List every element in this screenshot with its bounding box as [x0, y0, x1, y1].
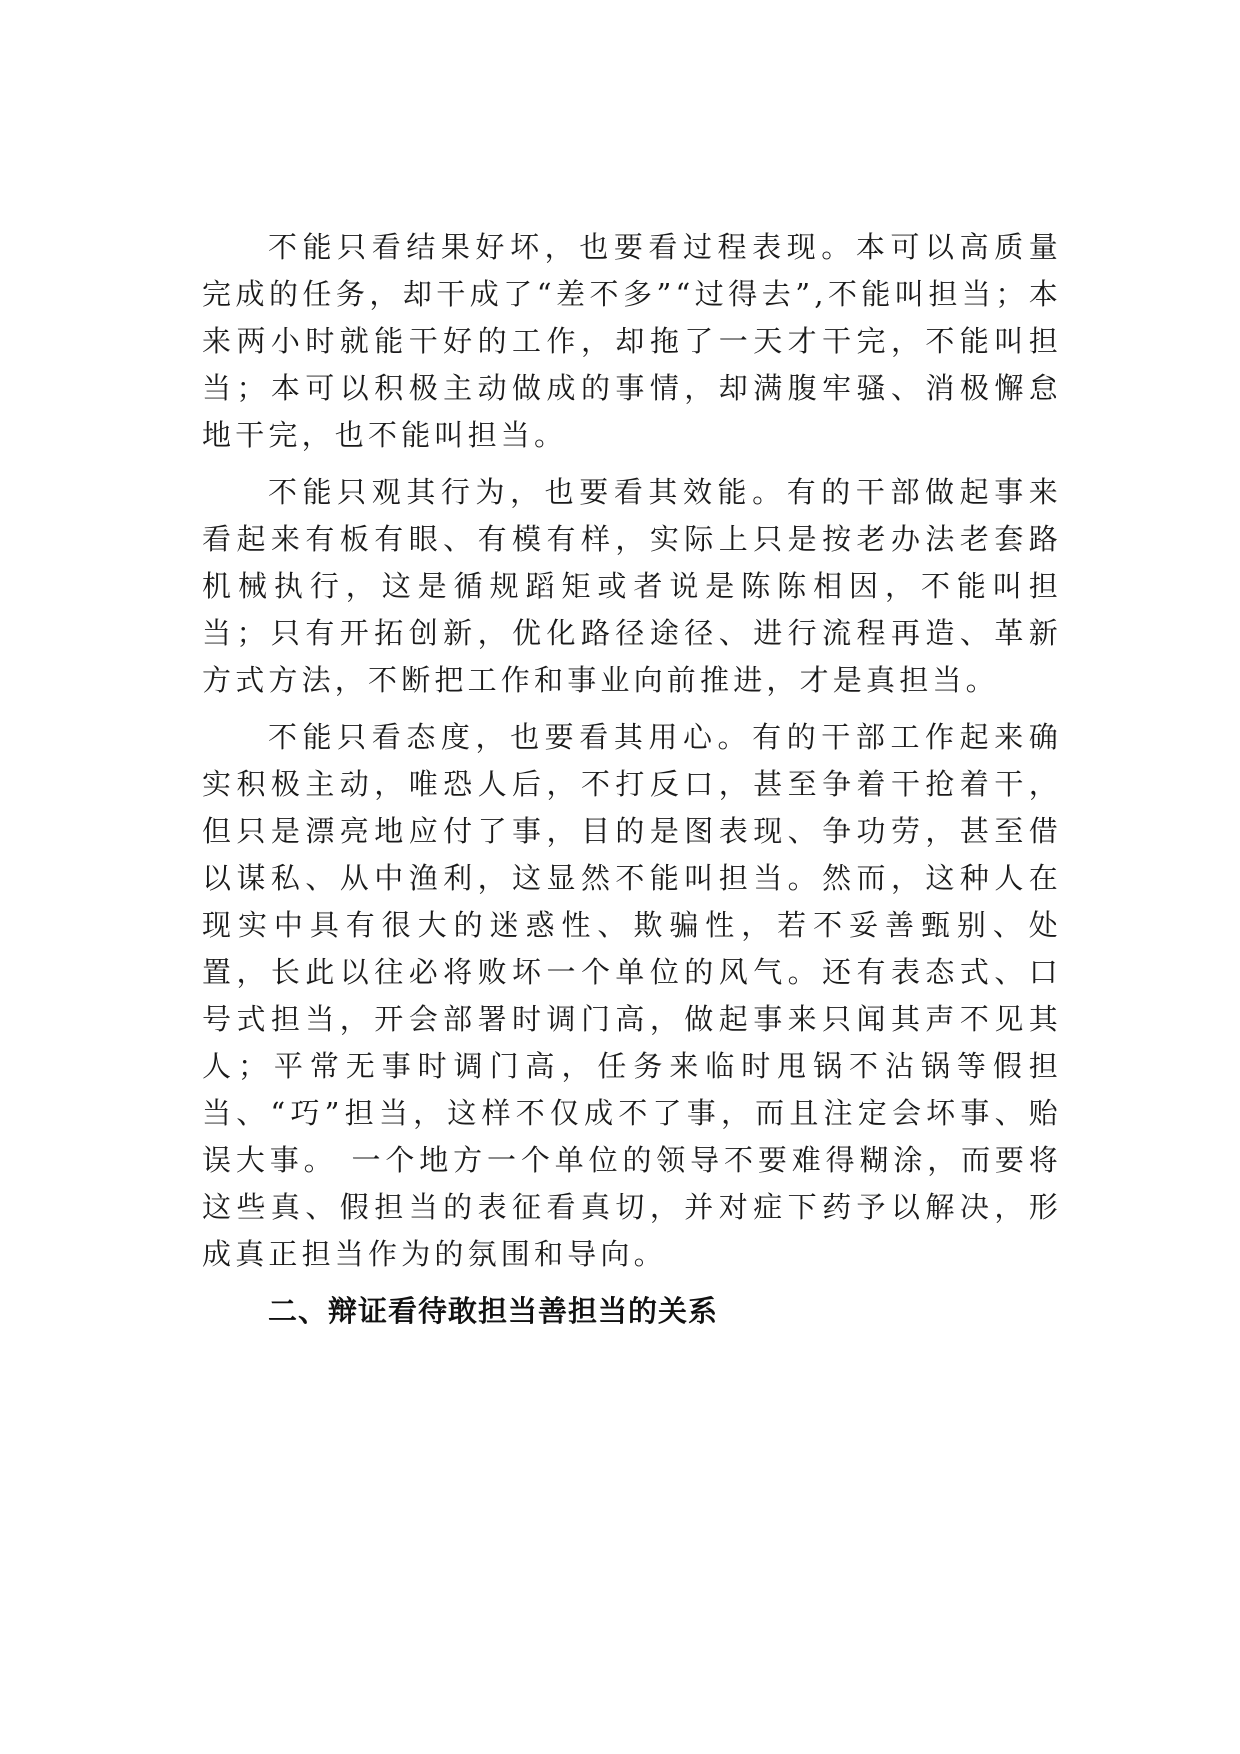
section-heading: 二、辩证看待敢担当善担当的关系 [268, 1294, 719, 1328]
document-body [202, 224, 1062, 1335]
paragraph-efficiency: 不能只观其行为，也要看其效能。有的干部做起事来看起来有板有眼、有模有样，实际上只是按老办法老套路机械执行，这是循规蹈矩或者说是陈陈相因，不能叫担当；只有开拓创新，优化路径途径、进行流程再造、革新方式方法，不断把工作和事业向前推进，才是真担当。 [202, 475, 1062, 697]
paragraph-process-performance: 不能只看结果好坏，也要看过程表现。本可以高质量完成的任务，却干成了“差不多”“过得去”,不能叫担当；本来两小时就能干好的工作，却拖了一天才干完，不能叫担当；本可以积极主动做成的事情，却满腹牢骚、消极懈怠地干完，也不能叫担当。 [202, 230, 1062, 452]
paragraph-intention: 不能只看态度，也要看其用心。有的干部工作起来确实积极主动，唯恐人后，不打反口，甚至争着干抢着干，但只是漂亮地应付了事，目的是图表现、争功劳，甚至借以谋私、从中渔利，这显然不能叫担当。然而，这种人在现实中具有很大的迷惑性、欺骗性，若不妥善甄别、处置，长此以往必将败坏一个单位的风气。还有表态式、口号式担当，开会部署时调门高，做起事来只闻其声不见其人；平常无事时调门高，任务来临时甩锅不沾锅等假担当、“巧”担当，这样不仅成不了事，而且注定会坏事、贻误大事。 一个地方一个单位的领导不要难得糊涂，而要将这些真、假担当的表征看真切，并对症下药予以解决，形成真正担当作为的氛围和导向。 [202, 720, 1062, 1271]
